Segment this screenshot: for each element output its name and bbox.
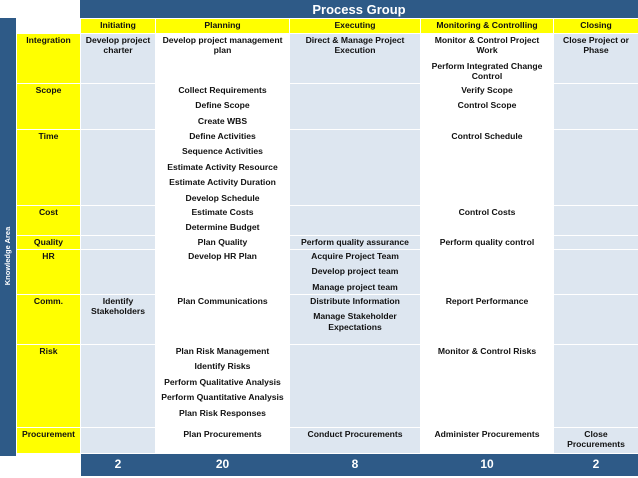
knowledge-area-name: Integration (17, 34, 81, 84)
knowledge-area-row (17, 130, 638, 206)
knowledge-area-label: Knowledge Area (3, 226, 12, 286)
process-item: Sequence Activities (182, 146, 263, 157)
process-item: Plan Risk Management (175, 346, 270, 356)
process-cell (290, 84, 421, 130)
process-cell (290, 34, 421, 84)
process-item: Define Activities (189, 131, 256, 141)
phase-executing: Executing (290, 19, 421, 34)
process-cell (421, 345, 554, 428)
process-item: Close Project or Phase (563, 35, 629, 56)
process-item: Distribute Information (310, 296, 400, 306)
knowledge-area-name: Procurement (17, 428, 81, 454)
process-cell (421, 428, 554, 454)
process-cell (156, 130, 290, 206)
total-initiating: 2 (81, 454, 156, 476)
process-cell (290, 250, 421, 295)
process-item: Manage Stakeholder Expectations (313, 311, 397, 332)
process-item: Estimate Costs (191, 207, 254, 217)
process-item: Estimate Activity Resource (167, 161, 278, 172)
knowledge-area-name: HR (17, 250, 81, 295)
process-cell (421, 130, 554, 206)
process-cell (81, 236, 156, 250)
process-cell (421, 295, 554, 345)
process-item: Administer Procurements (434, 429, 540, 439)
process-item: Plan Risk Responses (179, 407, 266, 418)
process-cell (421, 34, 554, 84)
process-item: Plan Communications (177, 296, 268, 306)
process-item: Develop project management plan (162, 35, 283, 56)
process-cell (81, 345, 156, 428)
process-cell (156, 206, 290, 236)
process-item: Report Performance (445, 296, 529, 306)
phase-initiating: Initiating (81, 19, 156, 34)
totals-row (17, 454, 638, 476)
process-item: Close Procurements (567, 429, 625, 450)
process-item: Develop project team (311, 266, 399, 277)
knowledge-area-row (17, 34, 638, 84)
total-executing: 8 (290, 454, 421, 476)
knowledge-area-row (17, 345, 638, 428)
process-cell (290, 206, 421, 236)
process-item: Monitor & Control Risks (437, 346, 537, 356)
knowledge-area-row (17, 428, 638, 454)
process-item: Perform Qualitative Analysis (164, 376, 281, 387)
process-item: Control Scope (457, 100, 517, 111)
process-cell (81, 428, 156, 454)
matrix-body (17, 34, 638, 454)
knowledge-area-row (17, 250, 638, 295)
process-cell (81, 206, 156, 236)
process-cell (421, 250, 554, 295)
knowledge-area-name: Risk (17, 345, 81, 428)
knowledge-area-name: Cost (17, 206, 81, 236)
phase-header-row (17, 19, 638, 34)
process-item: Monitor & Control Project Work (434, 35, 540, 56)
process-item: Create WBS (197, 115, 248, 126)
phase-monitoring-controlling: Monitoring & Controlling (421, 19, 554, 34)
process-cell (290, 236, 421, 250)
process-cell (81, 130, 156, 206)
process-cell (554, 236, 638, 250)
knowledge-area-name: Quality (17, 236, 81, 250)
process-cell (554, 206, 638, 236)
process-cell (421, 206, 554, 236)
process-cell (290, 345, 421, 428)
process-item: Identify Stakeholders (91, 296, 145, 317)
process-item: Perform Integrated Change Control (431, 60, 543, 82)
process-cell (81, 250, 156, 295)
process-matrix (16, 18, 638, 476)
process-item: Estimate Activity Duration (169, 177, 276, 188)
process-cell (81, 34, 156, 84)
process-cell (156, 236, 290, 250)
process-cell (81, 295, 156, 345)
process-cell (554, 84, 638, 130)
process-item: Collect Requirements (178, 85, 267, 95)
process-cell (554, 345, 638, 428)
process-item: Conduct Procurements (307, 429, 403, 439)
process-cell (290, 295, 421, 345)
phase-planning: Planning (156, 19, 290, 34)
process-item: Define Scope (195, 100, 250, 111)
process-cell (156, 345, 290, 428)
process-item: Identify Risks (194, 361, 251, 372)
process-item: Control Costs (458, 207, 516, 217)
total-closing: 2 (554, 454, 638, 476)
knowledge-area-name: Scope (17, 84, 81, 130)
process-item: Perform Quantitative Analysis (161, 392, 284, 403)
knowledge-area-row (17, 206, 638, 236)
process-cell (290, 130, 421, 206)
process-item: Verify Scope (461, 85, 513, 95)
process-group-title: Process Group (80, 0, 638, 18)
process-cell (554, 295, 638, 345)
process-cell (156, 428, 290, 454)
knowledge-area-row (17, 84, 638, 130)
phase-closing: Closing (554, 19, 638, 34)
process-item: Develop project charter (85, 35, 151, 56)
totals-corner (17, 454, 81, 476)
header-corner (17, 19, 81, 34)
total-planning: 20 (156, 454, 290, 476)
process-cell (554, 250, 638, 295)
process-cell (156, 34, 290, 84)
process-item: Perform quality assurance (301, 237, 409, 247)
knowledge-area-name: Time (17, 130, 81, 206)
process-item: Determine Budget (185, 222, 260, 233)
process-item: Manage project team (312, 281, 398, 292)
process-cell (421, 236, 554, 250)
process-cell (554, 130, 638, 206)
total-monitoring-controlling: 10 (421, 454, 554, 476)
knowledge-area-row (17, 236, 638, 250)
process-item: Direct & Manage Project Execution (305, 35, 405, 56)
process-cell (81, 84, 156, 130)
process-cell (290, 428, 421, 454)
knowledge-area-band (0, 18, 16, 456)
process-cell (156, 295, 290, 345)
process-item: Develop HR Plan (188, 251, 257, 261)
knowledge-area-name: Comm. (17, 295, 81, 345)
process-item: Control Schedule (451, 131, 523, 141)
process-item: Plan Quality (197, 237, 248, 247)
process-cell (156, 84, 290, 130)
process-cell (156, 250, 290, 295)
process-item: Develop Schedule (185, 192, 260, 203)
process-cell (421, 84, 554, 130)
knowledge-area-row (17, 295, 638, 345)
process-cell (554, 34, 638, 84)
process-cell (554, 428, 638, 454)
process-item: Perform quality control (439, 237, 535, 247)
process-item: Acquire Project Team (311, 251, 399, 261)
process-item: Plan Procurements (183, 429, 262, 439)
